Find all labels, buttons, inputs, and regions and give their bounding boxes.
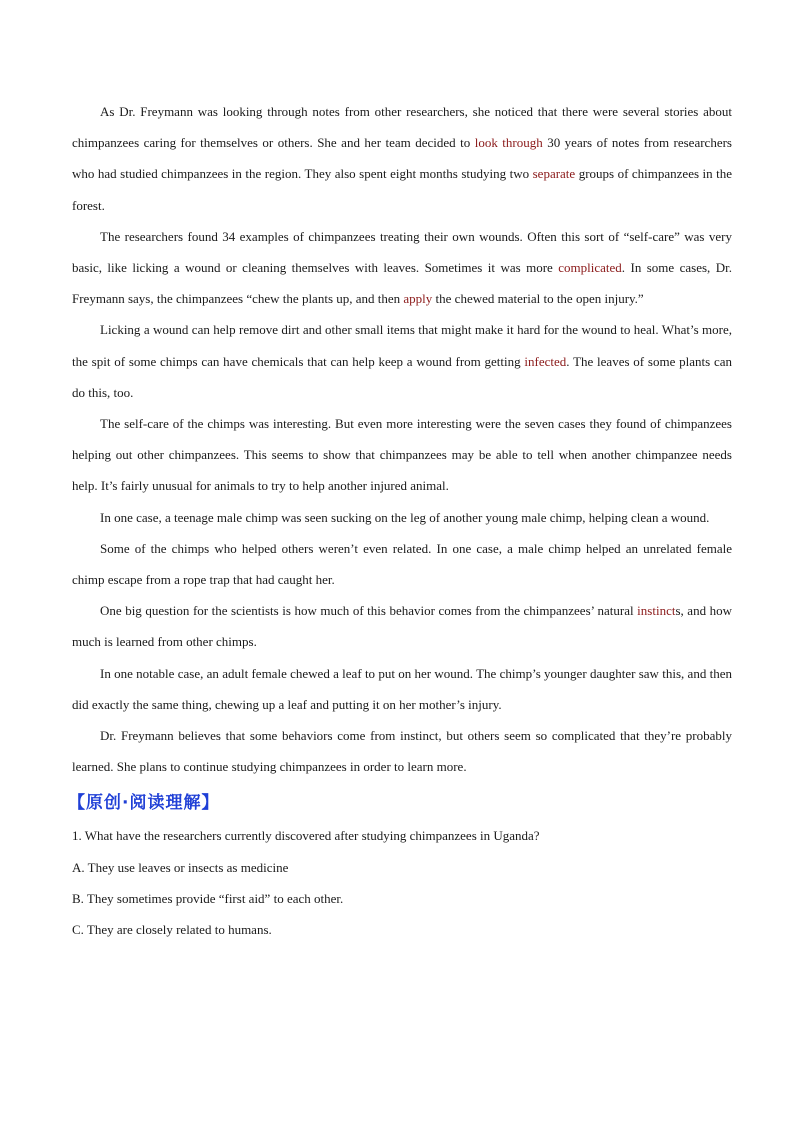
- paragraph-text: s, and how much is learned from other chimps.: [72, 603, 732, 650]
- highlighted-term: apply: [403, 291, 433, 307]
- paragraph-text: Some of the chimps who helped others weren’t even related. In one case, a male chimp helped an unrelated female chimp escape from a rope trap that had caught her.: [72, 540, 732, 588]
- paragraph: [72, 533, 732, 595]
- paragraph-text: The researchers found 34 examples of chimpanzees treating their own wounds. Often this sort of “self-care” was very basic, like licking a wound or cleaning themselves with leaves. Sometimes it was more: [72, 228, 732, 276]
- highlighted-term: look through: [474, 135, 543, 151]
- paragraph-text: . The leaves of some plants can do this, too.: [72, 353, 732, 400]
- paragraph-text: As Dr. Freymann was looking through notes from other researchers, she noticed that there were several stories about chimpanzees caring for themselves or others. She and her team decided to: [72, 104, 732, 151]
- highlighted-term: instinct: [637, 603, 676, 619]
- option-a: A. They use leaves or insects as medicine: [72, 859, 289, 875]
- document-page: [68, 96, 733, 945]
- article-body: [72, 96, 732, 782]
- paragraph: [72, 720, 732, 782]
- highlighted-term: infected: [524, 353, 567, 369]
- paragraph-text: The self-care of the chimps was interesting. But even more interesting were the seven cases they found of chimpanzees helping out other chimpanzees. This seems to show that chimpanzees may be able to tell when another chimpanzee needs help. It’s fairly unusual for animals to try to help another injured animal.: [72, 416, 732, 494]
- highlighted-term: complicated: [558, 260, 622, 276]
- paragraph-text: In one notable case, an adult female chewed a leaf to put on her wound. The chimp’s younger daughter saw this, and then did exactly the same thing, chewing up a leaf and putting it on her mother’s injury.: [72, 665, 732, 712]
- question-text: 1. What have the researchers currently discovered after studying chimpanzees in Uganda?: [72, 828, 540, 844]
- paragraph: [72, 408, 732, 502]
- paragraph: [72, 502, 732, 533]
- question-block: [72, 820, 732, 945]
- paragraph-text: Licking a wound can help remove dirt and other small items that might make it hard for the wound to heal. What’s more, the spit of some chimps can have chemicals that can help keep a wound from getting: [72, 322, 732, 369]
- paragraph-text: Dr. Freymann believes that some behaviors come from instinct, but others seem so complicated that they’re probably learned. She plans to continue studying chimpanzees in order to learn more.: [72, 728, 732, 775]
- paragraph: [72, 221, 732, 315]
- paragraph-text: groups of chimpanzees in the forest.: [72, 166, 733, 213]
- option-b: B. They sometimes provide “first aid” to each other.: [72, 890, 344, 906]
- paragraph: [72, 314, 732, 408]
- paragraph: [72, 595, 732, 657]
- paragraph: [72, 658, 732, 720]
- paragraph-text: . In some cases, Dr. Freymann says, the chimpanzees “chew the plants up, and then: [72, 260, 732, 307]
- paragraph-text: 30 years of notes from researchers who had studied chimpanzees in the region. They also spent eight months studying two: [72, 135, 732, 182]
- highlighted-term: separate: [532, 166, 576, 182]
- option-c: C. They are closely related to humans.: [72, 922, 272, 938]
- paragraph-text: In one case, a teenage male chimp was seen sucking on the leg of another young male chimp, helping clean a wound.: [100, 509, 710, 525]
- paragraph-text: the chewed material to the open injury.”: [432, 291, 644, 307]
- section-title: 【原创·阅读理解】: [68, 793, 220, 814]
- paragraph: [72, 96, 732, 221]
- paragraph-text: One big question for the scientists is how much of this behavior comes from the chimpanzees’ natural: [100, 603, 638, 619]
